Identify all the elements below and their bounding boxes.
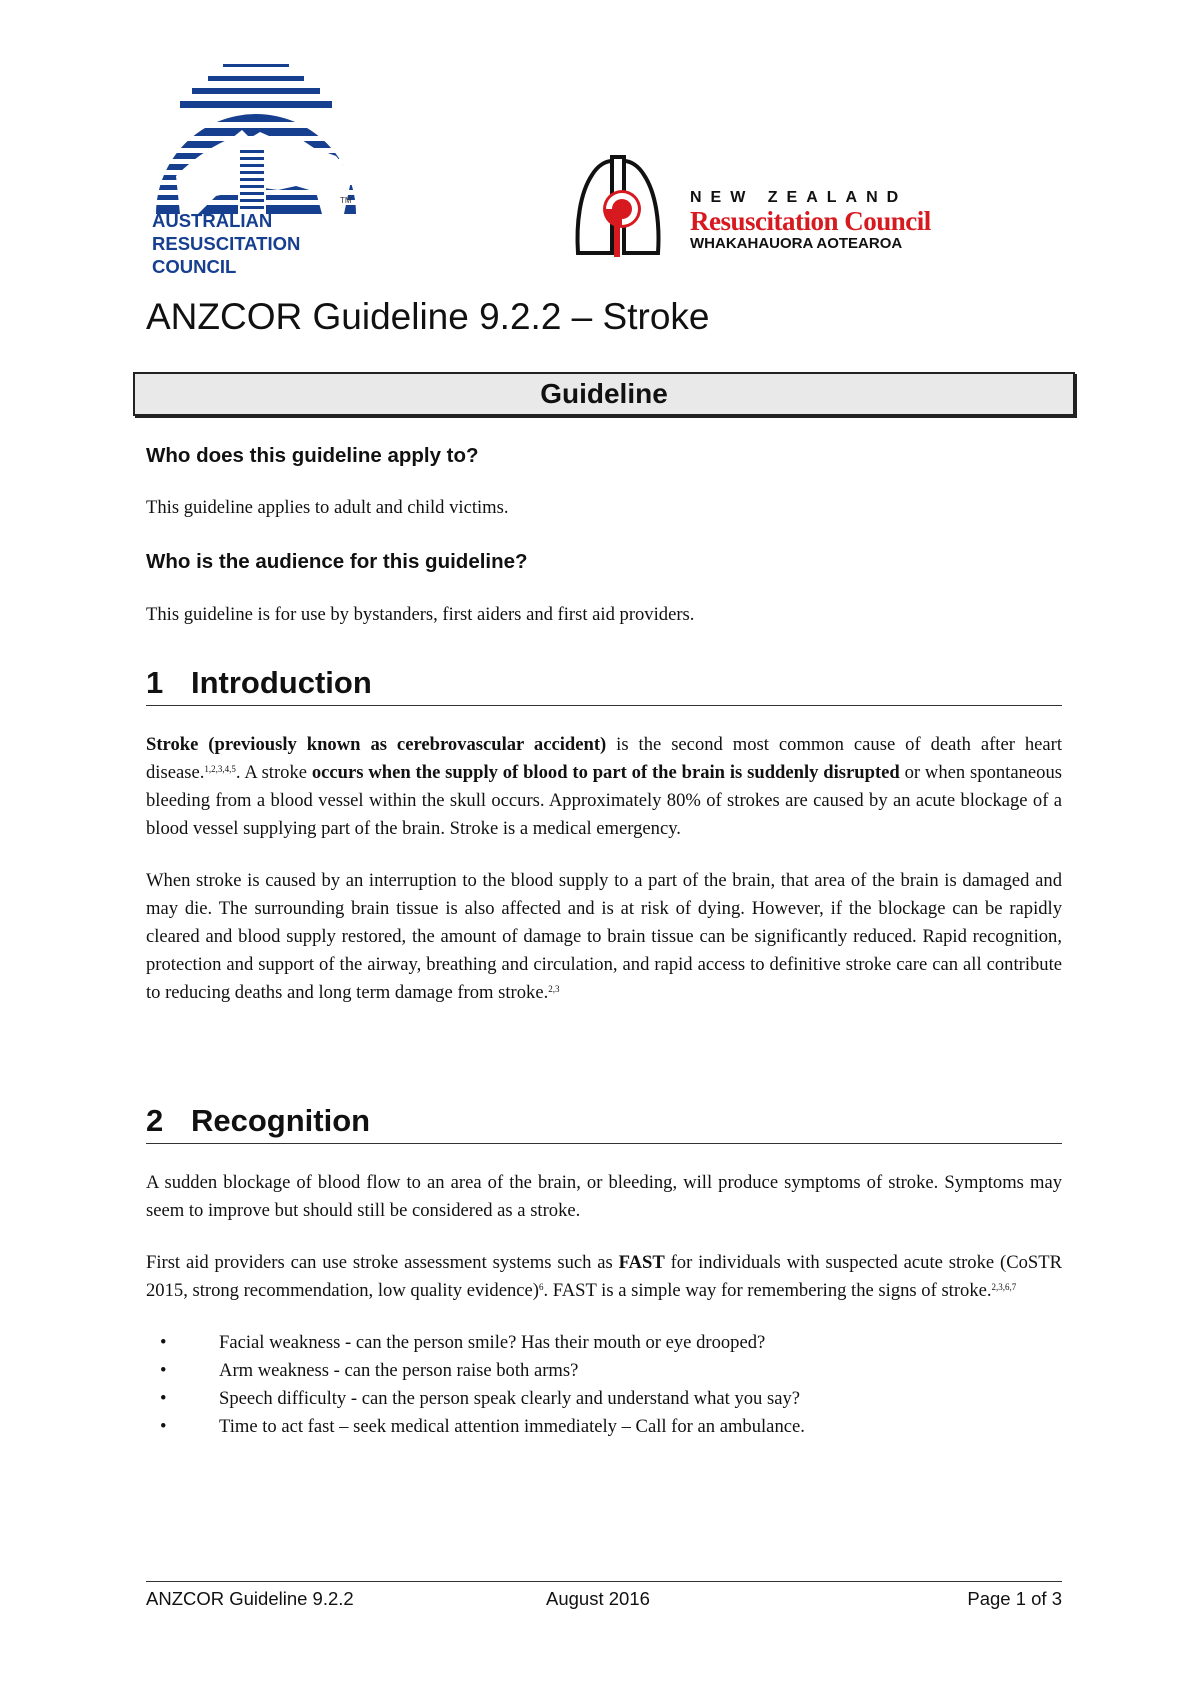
fast-text: rm weakness - can the person raise both arms?: [232, 1360, 579, 1381]
stroke-occurs-bold: occurs when the supply of blood to part of the brain is suddenly disrupted: [311, 762, 900, 783]
introduction-title: Introduction: [191, 665, 372, 700]
citation-1: 1,2,3,4,5: [204, 764, 236, 774]
list-item: [146, 1413, 1062, 1441]
citation-4: 2,3,6,7: [991, 1282, 1017, 1292]
stroke-definition-bold: Stroke (previously known as cerebrovascular accident): [146, 734, 607, 755]
footer-page-number: Page 1 of 3: [967, 1588, 1062, 1609]
rec-p2-text-3: . FAST is a simple way for remembering the signs of stroke.: [543, 1280, 992, 1301]
document-title: ANZCOR Guideline 9.2.2 – Stroke: [146, 296, 710, 337]
applies-text: This guideline applies to adult and child victims.: [146, 497, 509, 518]
fast-text: acial weakness - can the person smile? Has their mouth or eye drooped?: [229, 1332, 766, 1353]
intro-p1-text-2: . A stroke: [235, 762, 312, 783]
list-item: [146, 1357, 1062, 1385]
fast-bold: FAST: [618, 1252, 665, 1273]
list-item: [146, 1385, 1062, 1413]
intro-p1-text-1: is the second most common cause of death after heart disease.: [146, 734, 1062, 783]
citation-2: 2,3: [548, 984, 560, 994]
trademark-mark: TM: [340, 196, 352, 205]
arc-line-3: COUNCIL: [152, 256, 237, 277]
intro-p2-text: When stroke is caused by an interruption to the blood supply to a part of the brain, that area of the brain is damaged and may die. The surrounding brain tissue is also affected and is at risk of dying. However, if the blockage can be rapidly cleared and blood supply restored, the amount of damage to brain tissue can be significantly reduced. Rapid recognition, protection and support of the airway, breathing and circulation, and rapid access to definitive stroke care can all contribute to reducing deaths and long term damage from stroke.: [146, 870, 1062, 1003]
nzrc-logo-text: [690, 190, 931, 252]
footer-guideline: ANZCOR Guideline 9.2.2: [146, 1588, 354, 1609]
fast-text: ime to act fast – seek medical attention immediately – Call for an ambulance.: [229, 1416, 805, 1437]
list-item: [146, 1329, 1062, 1357]
rec-p2-text-2: for individuals with suspected acute stroke (CoSTR 2015, strong recommendation, low quality evidence): [146, 1252, 1062, 1301]
recognition-heading: [146, 1101, 1062, 1144]
guideline-banner: Guideline: [133, 372, 1075, 416]
applies-heading: Who does this guideline apply to?: [146, 444, 479, 467]
audience-text: This guideline is for use by bystanders, first aiders and first aid providers.: [146, 604, 695, 625]
rec-p2-text-1: First aid providers can use stroke assessment systems such as: [146, 1252, 619, 1273]
fast-letter: S: [219, 1388, 230, 1409]
recognition-number: 2: [146, 1103, 164, 1138]
arc-logo-icon: [146, 64, 366, 214]
bullet-icon: •: [160, 1416, 167, 1437]
fast-letter: A: [219, 1360, 233, 1381]
footer-date: August 2016: [546, 1588, 650, 1609]
arc-logo-text: [152, 209, 300, 278]
fast-text: peech difficulty - can the person speak clearly and understand what you say?: [229, 1388, 801, 1409]
introduction-paragraph-1: [146, 731, 1062, 843]
introduction-number: 1: [146, 665, 164, 700]
nzrc-line-1: NEW ZEALAND: [690, 189, 908, 206]
section-introduction: [146, 663, 1062, 706]
section-recognition: [146, 1101, 1062, 1144]
nzrc-line-2: Resuscitation Council: [690, 206, 931, 236]
recognition-paragraph-1: A sudden blockage of blood flow to an area of the brain, or bleeding, will produce symptoms of stroke. Symptoms may seem to improve but should still be considered as a stroke.: [146, 1172, 1062, 1221]
bullet-icon: •: [160, 1332, 167, 1353]
recognition-paragraph-2: [146, 1249, 1062, 1305]
introduction-body: [146, 731, 1062, 1007]
nzrc-line-3: WHAKAHAUORA AOTEAROA: [690, 235, 903, 252]
section-applies: [146, 442, 1062, 470]
audience-heading: Who is the audience for this guideline?: [146, 550, 528, 573]
arc-line-2: RESUSCITATION: [152, 233, 301, 254]
recognition-body: [146, 1169, 1062, 1441]
introduction-paragraph-2: [146, 867, 1062, 1007]
fast-letter: T: [219, 1416, 230, 1437]
page-footer: [146, 1581, 1062, 1614]
fast-bullet-list: [146, 1329, 1062, 1441]
audience-body: [146, 601, 1062, 629]
nzrc-lungs-logo-icon: [574, 153, 662, 261]
arc-line-1: AUSTRALIAN: [152, 210, 273, 231]
applies-body: [146, 494, 1062, 522]
bullet-icon: •: [160, 1360, 167, 1381]
bullet-icon: •: [160, 1388, 167, 1409]
intro-p1-text-3: or when spontaneous bleeding from a blood vessel within the skull occurs. Approximately 80% of strokes are caused by an acute blockage of a blood vessel supplying part of the brain. Stroke is a medical emergency.: [146, 762, 1062, 839]
citation-3: 6: [538, 1282, 544, 1292]
recognition-title: Recognition: [191, 1103, 371, 1138]
fast-letter: F: [219, 1332, 230, 1353]
section-audience: [146, 548, 1062, 576]
introduction-heading: [146, 663, 1062, 706]
